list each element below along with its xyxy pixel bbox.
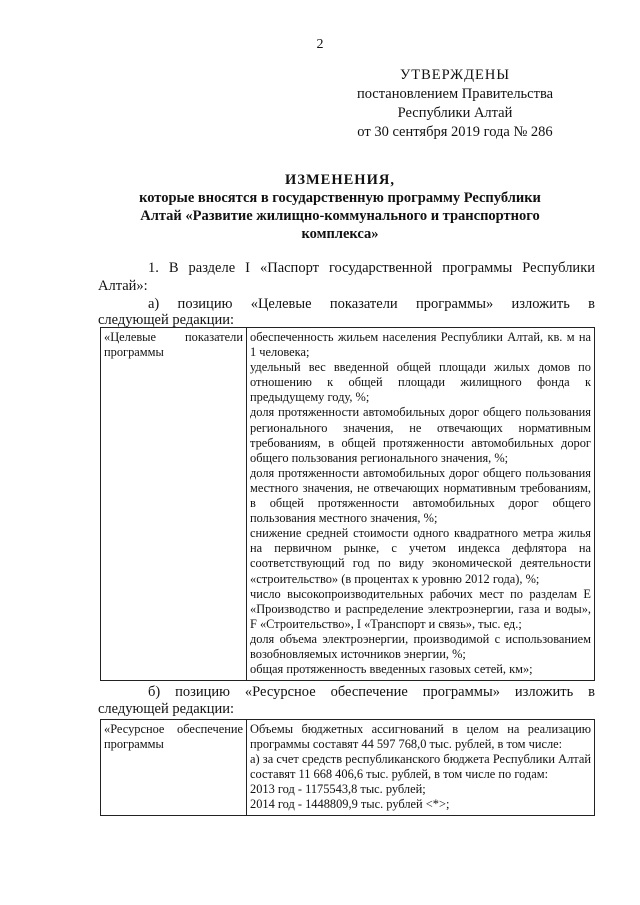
- title-line: Алтай «Развитие жилищно-коммунального и транспортного: [140, 208, 540, 224]
- table-label-cell: «Целевые показатели программы: [101, 328, 247, 681]
- document-title: [100, 171, 580, 243]
- target-indicators-table: [100, 327, 595, 681]
- page-number: 2: [316, 37, 324, 52]
- title-line: которые вносятся в государственную программу Республики: [139, 190, 541, 206]
- approval-line: Республики Алтай: [397, 105, 513, 121]
- table-row: [101, 720, 595, 816]
- indicator-item: доля объема электроэнергии, производимой с использованием возобновляемых источников энергии, %;: [250, 631, 591, 661]
- resource-item: Объемы бюджетных ассигнований в целом на реализацию программы составят 44 597 768,0 тыс. рублей, в том числе:: [250, 722, 591, 752]
- paragraph-1: 1. В разделе I «Паспорт государственной программы Республики Алтай»:: [98, 260, 595, 294]
- approval-date: от 30 сентября 2019 года № 286: [357, 124, 553, 140]
- resource-table: [100, 719, 595, 816]
- table-content-cell: [247, 720, 595, 816]
- indicator-item: доля протяженности автомобильных дорог общего пользования регионального значения, не отвечающих нормативным требованиям, в общей протяженности автомобильных дорог общего пользования регионального значения, %;: [250, 405, 591, 465]
- indicator-item: число высокопроизводительных рабочих мест по разделам E «Производство и распределение электроэнергии, газа и воды», F «Строительство», I «Транспорт и связь», тыс. ед.;: [250, 586, 591, 631]
- title-line: комплекса»: [301, 226, 379, 242]
- resource-item: 2014 год - 1448809,9 тыс. рублей <*>;: [250, 797, 450, 812]
- indicator-item: удельный вес введенной общей площади жилых домов по отношению к общей площади жилищного фонда к предыдущему году, %;: [250, 360, 591, 405]
- title-line: ИЗМЕНЕНИЯ,: [285, 172, 395, 188]
- approval-line: постановлением Правительства: [356, 86, 554, 102]
- resource-item: а) за счет средств республиканского бюджета Республики Алтай составят 11 668 406,6 тыс. рублей, в том числе по годам:: [250, 752, 591, 782]
- approval-heading: УТВЕРЖДЕНЫ: [399, 67, 511, 83]
- paragraph-2-line-1: а) позицию «Целевые показатели программы» изложить в: [148, 296, 595, 312]
- paragraph-3-line-1: б) позицию «Ресурсное обеспечение программы» изложить в: [148, 684, 595, 700]
- table-content-cell: [247, 328, 595, 681]
- paragraph-3-line-2: следующей редакции:: [98, 701, 235, 717]
- indicator-item: обеспеченность жильем населения Республики Алтай, кв. м на 1 человека;: [250, 330, 591, 360]
- indicator-item: общая протяженность введенных газовых сетей, км»;: [250, 662, 533, 677]
- paragraph-2-line-2: следующей редакции:: [98, 312, 235, 328]
- indicator-item: снижение средней стоимости одного квадратного метра жилья на первичном рынке, с учетом индекса дефлятора на соответствующий год по виду экономической деятельности «строительство» (в процентах к уровню 2012 года), %;: [250, 526, 591, 586]
- table-row: [101, 328, 595, 681]
- approval-block: [330, 66, 580, 142]
- resource-item: 2013 год - 1175543,8 тыс. рублей;: [250, 782, 426, 797]
- indicator-item: доля протяженности автомобильных дорог общего пользования местного значения, не отвечающих нормативным требованиям, в общей протяженности автомобильных дорог общего пользования местного значения, %;: [250, 465, 591, 526]
- table-label-cell: «Ресурсное обеспечение программы: [101, 720, 247, 816]
